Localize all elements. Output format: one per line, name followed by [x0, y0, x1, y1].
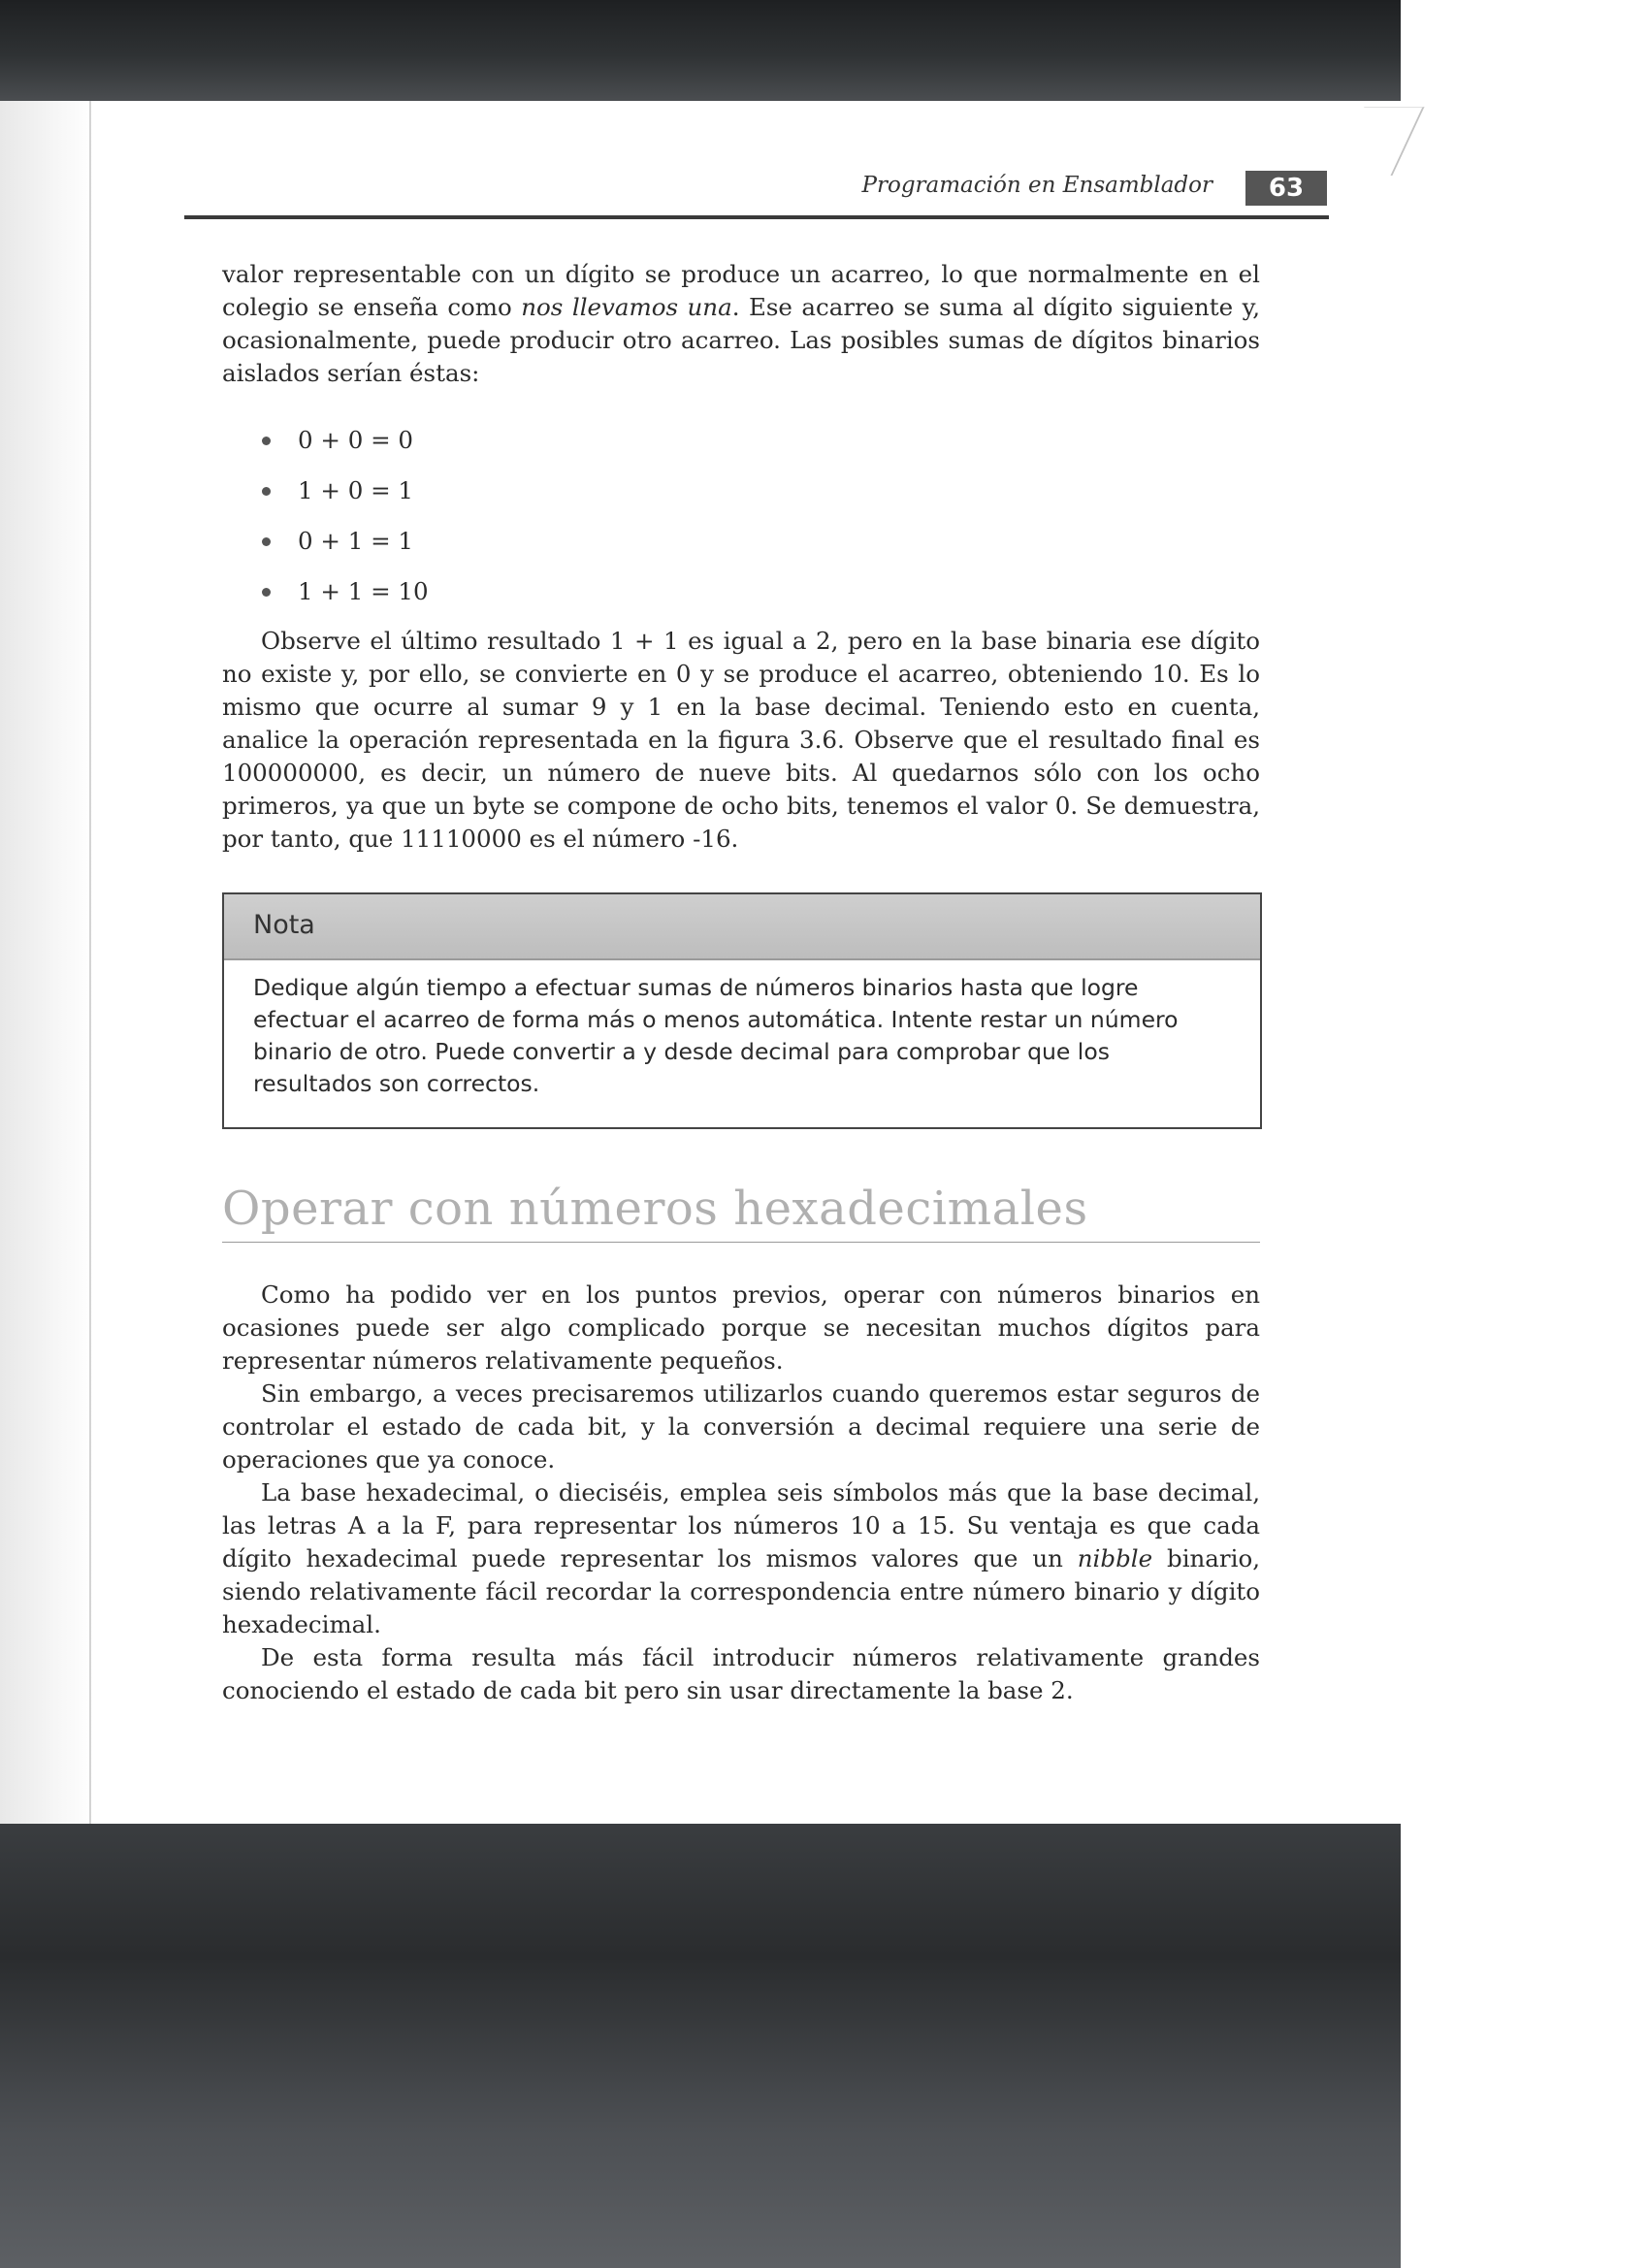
section-rule — [222, 1242, 1260, 1243]
list-item — [262, 415, 429, 466]
hex-emphasis: nibble — [1077, 1544, 1153, 1572]
list-item — [262, 516, 429, 567]
observe-paragraph — [222, 625, 1260, 856]
scan-dark-border-bottom — [0, 1824, 1401, 2268]
scan-margin-right — [1401, 0, 1649, 2268]
list-item-text: 1 + 0 = 1 — [298, 476, 413, 504]
section-title: Operar con números hexadecimales — [222, 1182, 1088, 1236]
bullet-icon — [262, 437, 271, 445]
note-box — [222, 892, 1262, 1129]
section-paragraph: Como ha podido ver en los puntos previos, operar con números binarios en ocasiones puede ser algo complicado porque se necesitan muchos dígitos para representar números relativamente pequeños. — [222, 1280, 1260, 1375]
binary-sum-list — [262, 415, 429, 617]
intro-paragraph — [222, 258, 1260, 390]
list-item-text: 0 + 1 = 1 — [298, 527, 413, 555]
list-item-text: 1 + 1 = 10 — [298, 577, 429, 605]
note-body: Dedique algún tiempo a efectuar sumas de números binarios hasta que logre efectuar el acarreo de forma más o menos automática. Intente restar un número binario de otro. Puede convertir a y desde decimal para comprobar que los resultados son correctos. — [253, 974, 1179, 1097]
hex-paragraph — [222, 1476, 1260, 1641]
list-item — [262, 466, 429, 516]
section-body — [222, 1279, 1260, 1707]
list-item — [262, 567, 429, 617]
bullet-icon — [262, 487, 271, 496]
header-rule — [184, 215, 1329, 219]
bullet-icon — [262, 537, 271, 546]
bullet-icon — [262, 588, 271, 597]
binding-edge — [89, 101, 91, 1824]
running-title: Programación en Ensamblador — [861, 173, 1212, 198]
running-head — [184, 171, 1327, 213]
hex-text: La base hexadecimal, o dieciséis, emplea seis símbolos más que la base decimal, las letras A a la F, para representar los números 10 a 15. Su ventaja es que cada dígito hexadecimal puede representar los mismos valores que un — [222, 1478, 1260, 1572]
list-item-text: 0 + 0 = 0 — [298, 426, 413, 454]
page-number: 63 — [1245, 171, 1327, 206]
intro-text: valor representable con un dígito se produce un acarreo, lo que normalmente en el colegio se enseña como — [222, 260, 1260, 321]
section-paragraph: Sin embargo, a veces precisaremos utilizarlos cuando queremos estar seguros de controlar el estado de cada bit, y la conversión a decimal requiere una serie de operaciones que ya conoce. — [222, 1379, 1260, 1474]
observe-text: Observe el último resultado 1 + 1 es igual a 2, pero en la base binaria ese dígito no existe y, por ello, se convierte en 0 y se produce el acarreo, obteniendo 10. Es lo mismo que ocurre al sumar 9 y 1 en la base decimal. Teniendo esto en cuenta, analice la operación representada en la figura 3.6. Observe que el resultado final es 100000000, es decir, un número de nueve bits. Al quedarnos sólo con los ocho primeros, ya que un byte se compone de ocho bits, tenemos el valor 0. Se demuestra, por tanto, que 11110000 es el número -16. — [222, 627, 1260, 853]
intro-text-end: . Ese acarreo se suma al dígito siguiente y, ocasionalmente, puede producir otro acarreo. Las posibles sumas de dígitos binarios aislados serían éstas: — [222, 293, 1260, 387]
hex-text-end: binario, siendo relativamente fácil recordar la correspondencia entre número binario y dígito hexadecimal. — [222, 1544, 1260, 1638]
binding-shadow — [0, 101, 93, 1824]
section-paragraph: De esta forma resulta más fácil introducir números relativamente grandes conociendo el estado de cada bit pero sin usar directamente la base 2. — [222, 1643, 1260, 1704]
intro-emphasis: nos llevamos una — [521, 293, 732, 321]
note-title: Nota — [224, 894, 1260, 960]
